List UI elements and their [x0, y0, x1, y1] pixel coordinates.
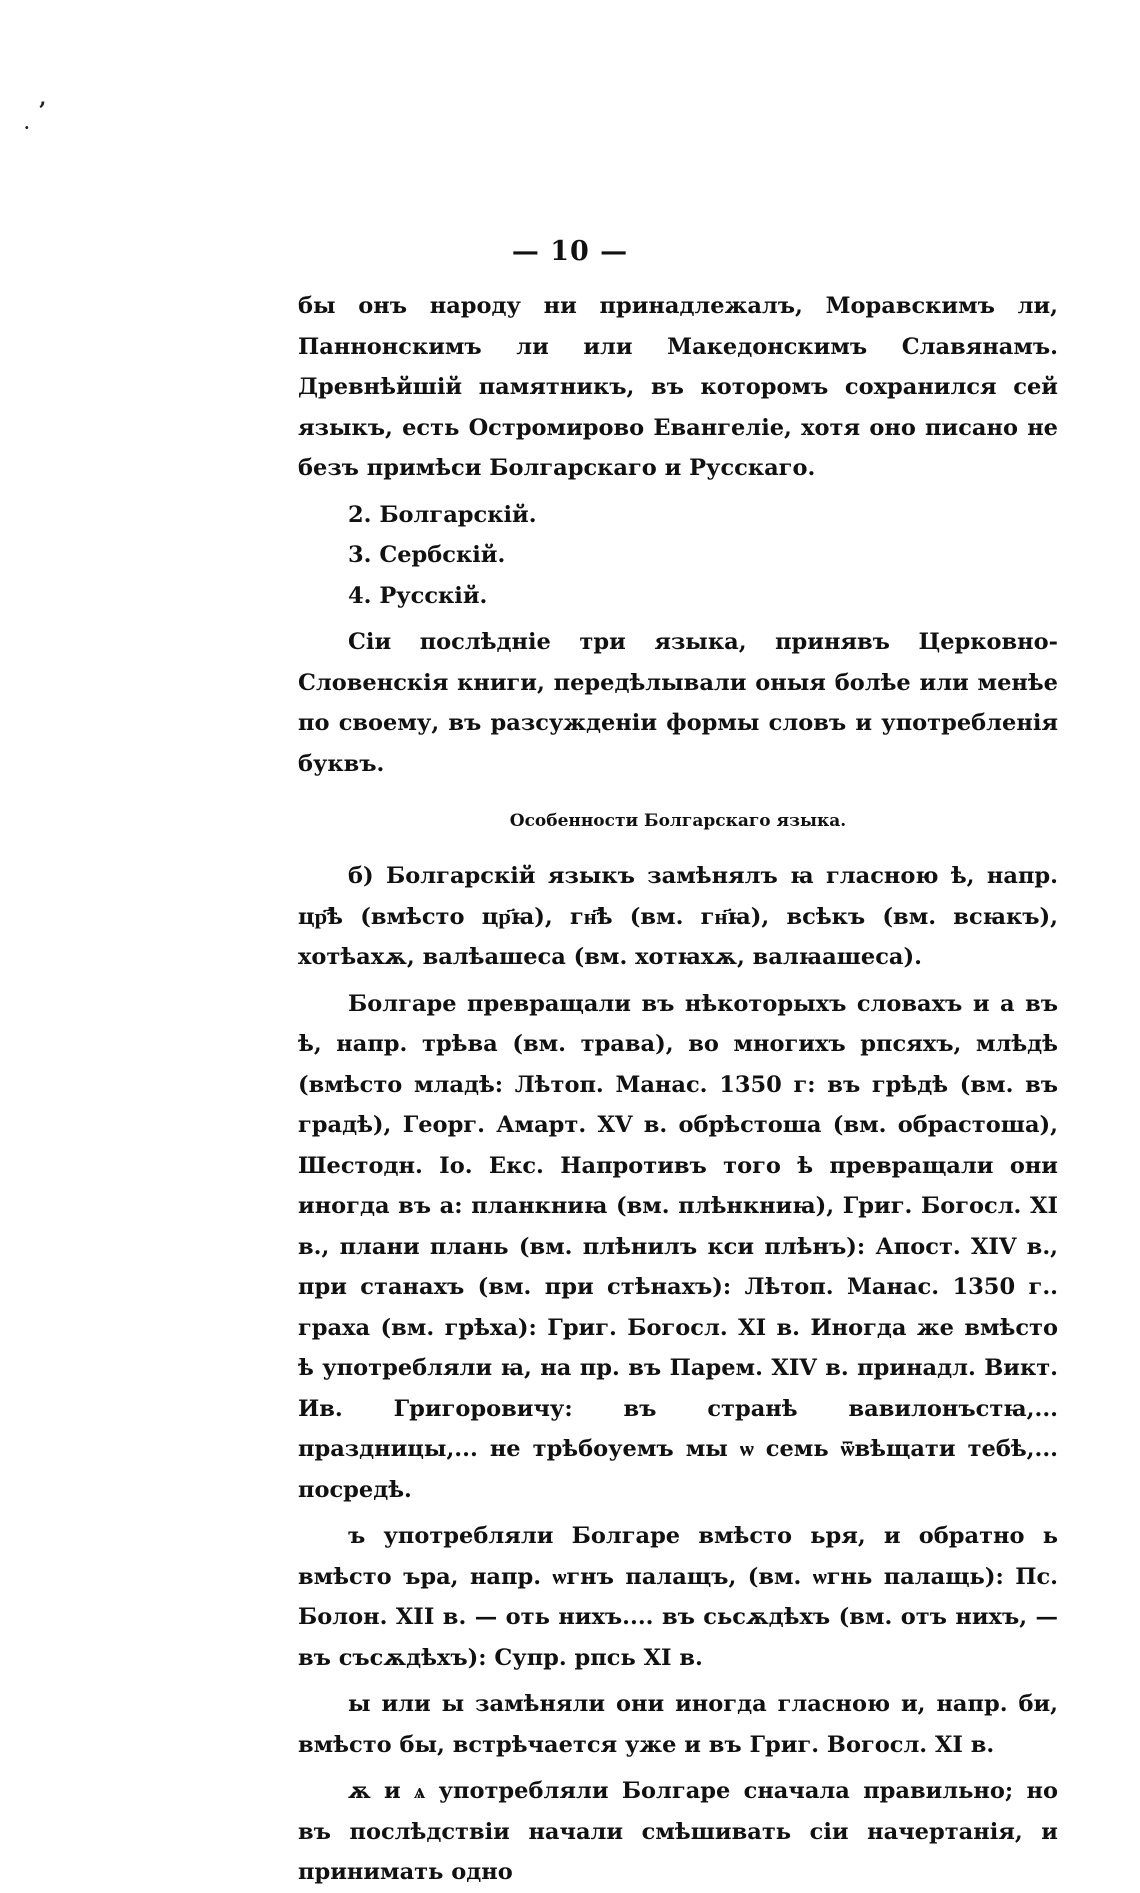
page-body — [298, 286, 1058, 1893]
paragraph-b: б) Болгарскій языкъ замѣнялъ ꙗ гласною ѣ, напр. цр҃ѣ (вмѣсто цр҃ꙗ), гн҃ѣ (вм. гн҃ꙗ), всѣкъ (вм. всꙗкъ), хотѣахѫ, валѣашеса (вм. хотꙗхѫ, валꙗашеса). — [298, 863, 1058, 970]
margin-mark: ʼ — [38, 98, 46, 124]
page-number: — 10 — — [511, 236, 629, 267]
paragraph-yer: ъ употребляли Болгаре вмѣсто ьря, и обратно ь вмѣсто ъра, напр. ѡгнъ палащъ, (вм. ѡгнь палащь): Пс. Болон. XII в. — оть нихъ.... въ сьсѫдѣхъ (вм. отъ нихъ, — въ съсѫдѣхъ): Супр. рпсь XI в. — [298, 1523, 1058, 1671]
list-item-bulgarian: 2. Болгарскій. — [348, 501, 537, 528]
section-heading: Особенности Болгарскаго языка. — [509, 811, 847, 831]
margin-mark: · — [24, 118, 30, 137]
list-item-serbian: 3. Сербскій. — [348, 542, 506, 568]
paragraph-yery: ы или ы замѣняли они иногда гласною и, напр. би, вмѣсто бы, встрѣчается уже и въ Григ. Вогосл. XI в. — [298, 1691, 1058, 1758]
paragraph-vowel-changes: Болгаре превращали въ нѣкоторыхъ словахъ и а въ ѣ, напр. трѣва (вм. трава), во многихъ рпсяхъ, млѣдѣ (вмѣсто младѣ: Лѣтоп. Манас. 1350 г: въ грѣдѣ (вм. въ градѣ), Георг. Амарт. XV в. обрѣстоша (вм. обрастоша), Шестодн. Іо. Екс. Напротивъ того ѣ превращали они иногда въ а: планкниꙗ (вм. плѣнкниꙗ), Григ. Богосл. XI в., плани плань (вм. плѣнилъ кси плѣнъ): Апост. XIV в., при станахъ (вм. при стѣнахъ): Лѣтоп. Манас. 1350 г.. граха (вм. грѣха): Григ. Богосл. XI в. Иногда же вмѣсто ѣ употребляли ꙗ, на пр. въ Парем. XIV в. принадл. Викт. Ив. Григоровичу: въ странѣ вавилонъстꙗ,... праздницы,... не трѣбоуемъ мы ѡ семь ѿвѣщати тебѣ,... посредѣ. — [298, 990, 1058, 1503]
paragraph-yus: ѫ и ѧ употребляли Болгаре сначала правильно; но въ послѣдствіи начали смѣшивать сіи начертанія, и принимать одно — [298, 1778, 1058, 1885]
top-paragraph: бы онъ народу ни принадлежалъ, Моравскимъ ли, Паннонскимъ ли или Македонскимъ Славянамъ. Древнѣйшій памятникъ, въ которомъ сохранился сей языкъ, есть Остромирово Евангеліе, хотя оно писано не безъ примѣси Болгарскаго и Русскаго. — [298, 293, 1058, 481]
paragraph-three-languages: Сіи послѣдніе три языка, принявъ Церковно-Словенскія книги, передѣлывали оныя болѣе или менѣе по своему, въ разсужденіи формы словъ и употребленія буквъ. — [298, 629, 1058, 777]
list-item-russian: 4. Русскій. — [348, 582, 488, 609]
